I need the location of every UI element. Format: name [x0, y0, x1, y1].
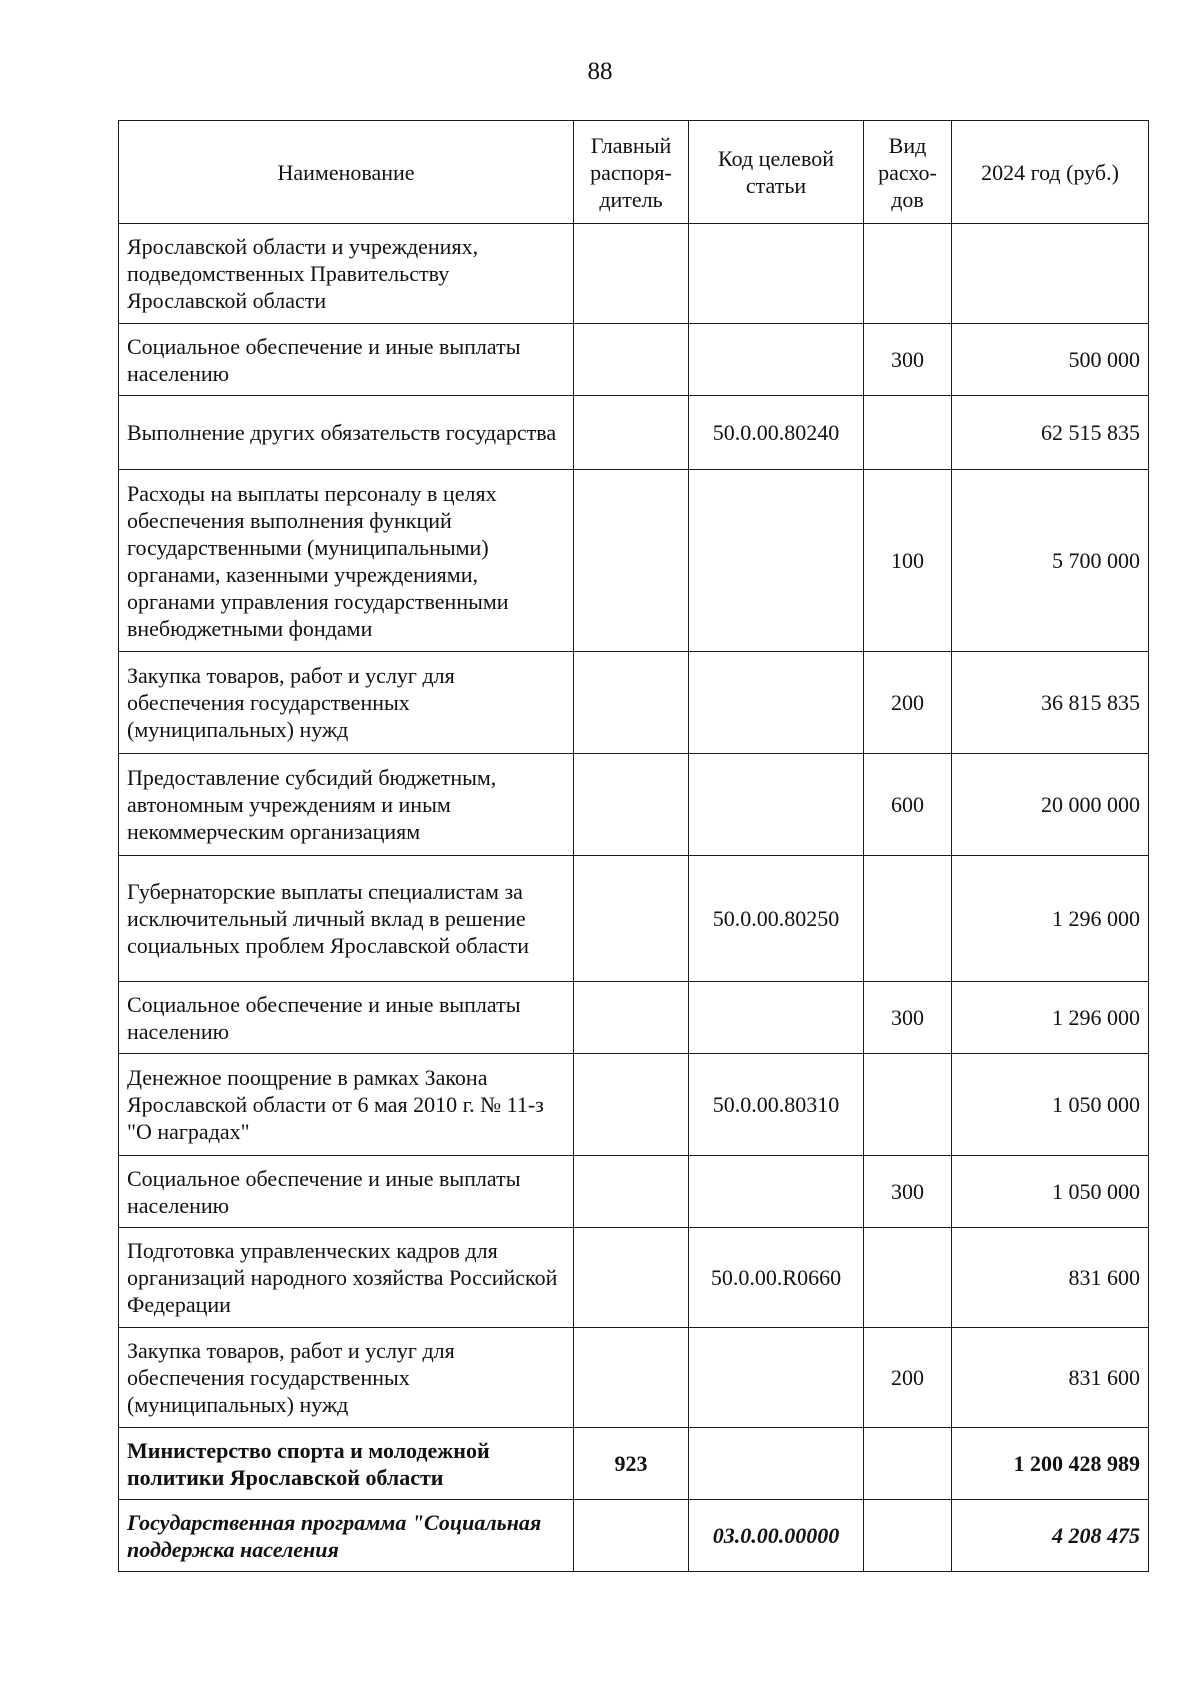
table-row [119, 1054, 1149, 1156]
cell-manager [574, 1500, 689, 1572]
cell-manager [574, 470, 689, 652]
cell-type [864, 224, 952, 324]
cell-type: 200 [864, 652, 952, 754]
table-row [119, 396, 1149, 470]
table-row [119, 224, 1149, 324]
cell-name: Государственная программа "Социальная поддержка населения [119, 1500, 574, 1572]
cell-amount: 831 600 [952, 1328, 1149, 1428]
cell-code: 03.0.00.00000 [689, 1500, 864, 1572]
page-number: 88 [587, 58, 613, 85]
cell-manager [574, 1156, 689, 1228]
header-code: Код целевой статьи [689, 121, 864, 224]
header-name: Наименование [119, 121, 574, 224]
cell-name: Расходы на выплаты персоналу в целях обеспечения выполнения функций государственными (муниципальными) органами, казенными учреждениями, органами управления государственными внебюджетными фондами [119, 470, 574, 652]
header-type: Вид расхо-дов [864, 121, 952, 224]
cell-name: Закупка товаров, работ и услуг для обеспечения государственных (муниципальных) нужд [119, 1328, 574, 1428]
cell-manager [574, 652, 689, 754]
cell-amount: 1 296 000 [952, 856, 1149, 982]
cell-code [689, 224, 864, 324]
cell-name: Подготовка управленческих кадров для организаций народного хозяйства Российской Федерации [119, 1228, 574, 1328]
cell-name: Денежное поощрение в рамках Закона Ярославской области от 6 мая 2010 г. № 11-з "О наградах" [119, 1054, 574, 1156]
table-row [119, 470, 1149, 652]
cell-name: Министерство спорта и молодежной политики Ярославской области [119, 1428, 574, 1500]
budget-table [118, 120, 1149, 1572]
cell-type: 300 [864, 982, 952, 1054]
table-row [119, 1500, 1149, 1572]
cell-code [689, 754, 864, 856]
cell-manager [574, 224, 689, 324]
cell-amount: 62 515 835 [952, 396, 1149, 470]
cell-code: 50.0.00.80240 [689, 396, 864, 470]
cell-type [864, 1428, 952, 1500]
cell-code: 50.0.00.80310 [689, 1054, 864, 1156]
table-row [119, 856, 1149, 982]
cell-code [689, 652, 864, 754]
table-row [119, 982, 1149, 1054]
table-row [119, 1328, 1149, 1428]
header-manager: Главный распоря-дитель [574, 121, 689, 224]
cell-name: Ярославской области и учреждениях, подведомственных Правительству Ярославской области [119, 224, 574, 324]
cell-type: 600 [864, 754, 952, 856]
table-header [119, 121, 1149, 224]
cell-manager [574, 324, 689, 396]
cell-amount: 500 000 [952, 324, 1149, 396]
cell-amount: 1 050 000 [952, 1054, 1149, 1156]
cell-manager [574, 1054, 689, 1156]
cell-type: 200 [864, 1328, 952, 1428]
table-body [119, 224, 1149, 1572]
cell-code [689, 470, 864, 652]
cell-amount: 20 000 000 [952, 754, 1149, 856]
cell-type [864, 856, 952, 982]
cell-name: Губернаторские выплаты специалистам за исключительный личный вклад в решение социальных проблем Ярославской области [119, 856, 574, 982]
cell-code [689, 1428, 864, 1500]
cell-manager [574, 856, 689, 982]
cell-manager [574, 1328, 689, 1428]
cell-manager [574, 754, 689, 856]
cell-amount: 36 815 835 [952, 652, 1149, 754]
cell-name: Социальное обеспечение и иные выплаты населению [119, 1156, 574, 1228]
cell-type [864, 1500, 952, 1572]
table-row [119, 652, 1149, 754]
header-year: 2024 год (руб.) [952, 121, 1149, 224]
cell-type: 300 [864, 324, 952, 396]
cell-code: 50.0.00.80250 [689, 856, 864, 982]
cell-type [864, 1054, 952, 1156]
table-row [119, 1156, 1149, 1228]
header-row [119, 121, 1149, 224]
cell-manager [574, 982, 689, 1054]
cell-manager [574, 396, 689, 470]
cell-amount: 1 296 000 [952, 982, 1149, 1054]
cell-code [689, 1156, 864, 1228]
table-row [119, 324, 1149, 396]
cell-name: Социальное обеспечение и иные выплаты населению [119, 982, 574, 1054]
table-row [119, 1228, 1149, 1328]
cell-amount: 5 700 000 [952, 470, 1149, 652]
cell-name: Социальное обеспечение и иные выплаты населению [119, 324, 574, 396]
cell-amount: 831 600 [952, 1228, 1149, 1328]
cell-name: Предоставление субсидий бюджетным, автономным учреждениям и иным некоммерческим организациям [119, 754, 574, 856]
cell-amount: 1 200 428 989 [952, 1428, 1149, 1500]
cell-manager: 923 [574, 1428, 689, 1500]
cell-manager [574, 1228, 689, 1328]
cell-name: Выполнение других обязательств государства [119, 396, 574, 470]
cell-amount [952, 224, 1149, 324]
cell-code: 50.0.00.R0660 [689, 1228, 864, 1328]
cell-amount: 1 050 000 [952, 1156, 1149, 1228]
cell-type: 100 [864, 470, 952, 652]
cell-code [689, 982, 864, 1054]
cell-amount: 4 208 475 [952, 1500, 1149, 1572]
cell-type: 300 [864, 1156, 952, 1228]
table-row [119, 1428, 1149, 1500]
cell-code [689, 1328, 864, 1428]
table-row [119, 754, 1149, 856]
cell-type [864, 396, 952, 470]
cell-code [689, 324, 864, 396]
cell-name: Закупка товаров, работ и услуг для обеспечения государственных (муниципальных) нужд [119, 652, 574, 754]
cell-type [864, 1228, 952, 1328]
